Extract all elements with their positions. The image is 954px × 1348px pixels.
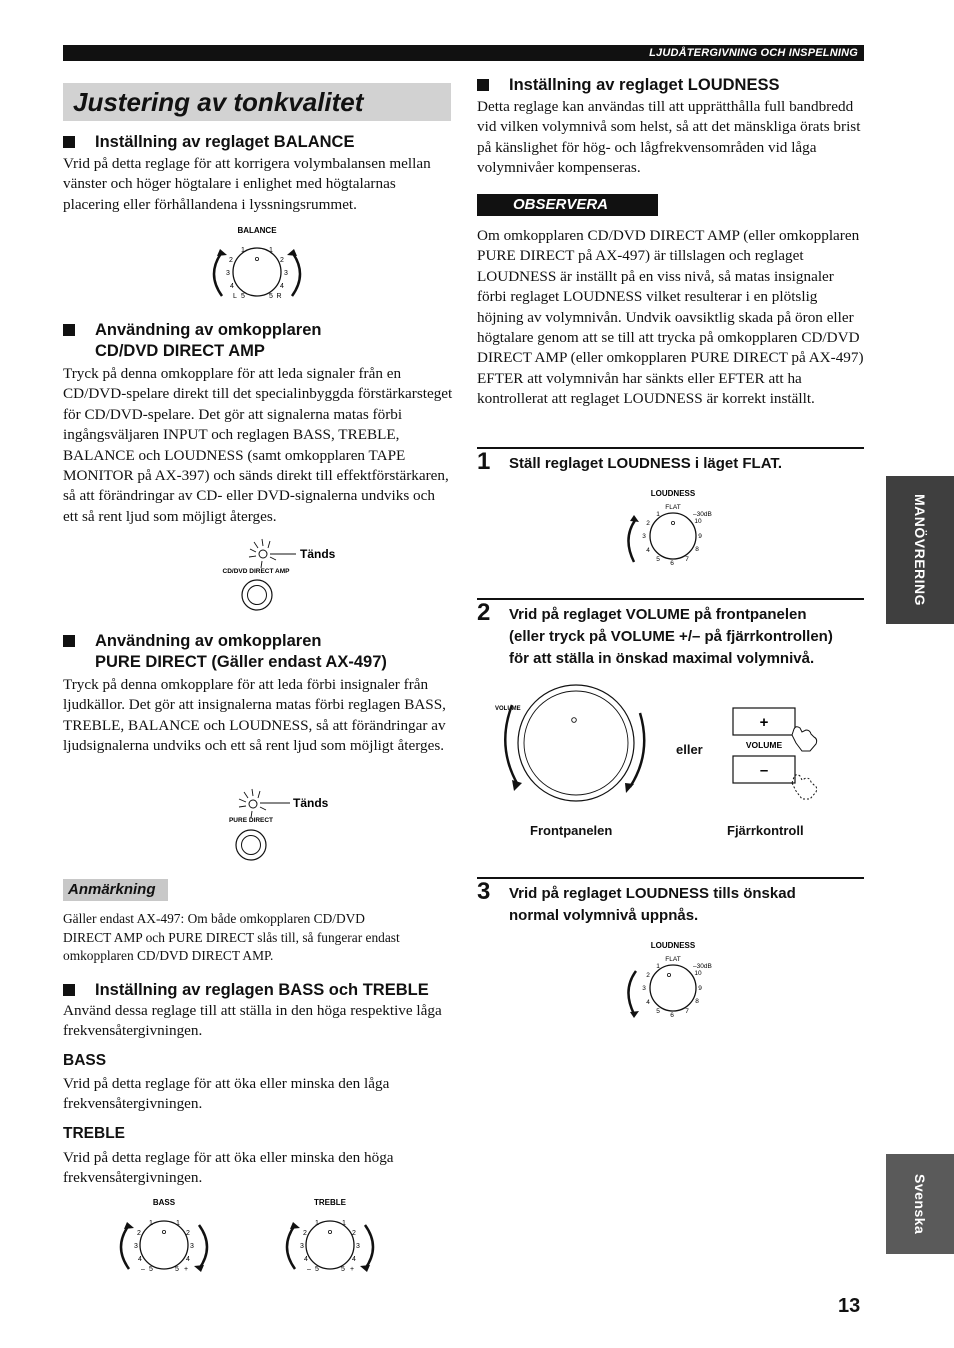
- step-3-text: Vrid på reglaget LOUDNESS tills önskad normal volymnivå uppnås.: [509, 885, 796, 924]
- svg-text:5: 5: [341, 1266, 345, 1273]
- step-divider: [477, 447, 864, 449]
- svg-text:6: 6: [670, 1012, 674, 1019]
- svg-text:3: 3: [134, 1243, 138, 1250]
- svg-text:4: 4: [304, 1256, 308, 1263]
- svg-text:2: 2: [229, 257, 233, 264]
- svg-text:1: 1: [176, 1220, 180, 1227]
- step-divider: [477, 598, 864, 600]
- balance-heading: Inställning av reglaget BALANCE: [63, 132, 453, 153]
- svg-text:6: 6: [670, 560, 674, 567]
- treble-knob-diagram: [273, 1193, 388, 1277]
- or-label: eller: [676, 742, 703, 757]
- remote-volume-diagram: [730, 705, 822, 803]
- svg-text:3: 3: [356, 1243, 360, 1250]
- remote-volume-label: VOLUME: [745, 740, 783, 750]
- treble-title: TREBLE: [63, 1125, 125, 1142]
- svg-text:2: 2: [186, 1230, 190, 1237]
- observera-label: OBSERVERA: [477, 194, 658, 216]
- svg-text:4: 4: [138, 1256, 142, 1263]
- svg-text:8: 8: [695, 998, 699, 1005]
- balance-text: Vrid på detta reglage för att korrigera volymbalansen mellan vänster och höger högtalare i enlighet med högtalarnas placering eller förhållandena i lyssningsrummet.: [63, 155, 431, 213]
- svg-text:9: 9: [698, 985, 702, 992]
- balance-knob-diagram: [200, 222, 315, 304]
- svg-text:3: 3: [284, 270, 288, 277]
- page-number: 13: [838, 1295, 861, 1317]
- svg-text:1: 1: [656, 963, 660, 970]
- svg-text:FLAT: FLAT: [665, 956, 681, 963]
- svg-text:2: 2: [303, 1230, 307, 1237]
- svg-text:–: –: [307, 1266, 311, 1273]
- cddirect-button-label: CD/DVD DIRECT AMP: [222, 568, 290, 575]
- bullet-square-icon: [63, 984, 75, 996]
- loudness-knob-label: LOUDNESS: [650, 941, 696, 950]
- svg-text:5: 5: [269, 293, 273, 300]
- note-text: Gäller endast AX-497: Om både omkopplaren CD/DVD DIRECT AMP och PURE DIRECT slås till, så fungerar endast omkopplaren CD/DVD DIRECT AMP.: [63, 911, 400, 963]
- treble-text: Vrid på detta reglage för att öka eller minska den höga frekvensåtergivningen.: [63, 1149, 394, 1187]
- loudness-knob-diagram-3: [618, 936, 728, 1022]
- svg-text:4: 4: [646, 547, 650, 554]
- bass-text: Vrid på detta reglage för att öka eller minska den låga frekvensåtergivningen.: [63, 1075, 390, 1113]
- svg-text:2: 2: [646, 972, 650, 979]
- section-header: LJUDÅTERGIVNING OCH INSPELNING: [63, 45, 864, 61]
- loudness-knob-diagram-1: [618, 484, 728, 570]
- side-tab-manovrering: MANÖVRERING: [886, 476, 954, 624]
- svg-text:2: 2: [280, 257, 284, 264]
- svg-text:3: 3: [190, 1243, 194, 1250]
- svg-text:4: 4: [352, 1256, 356, 1263]
- step-number: 2: [477, 599, 491, 626]
- svg-text:+: +: [349, 1266, 355, 1273]
- svg-text:3: 3: [642, 533, 646, 540]
- treble-knob-label: TREBLE: [314, 1198, 346, 1207]
- svg-text:–: –: [141, 1266, 145, 1273]
- svg-text:2: 2: [137, 1230, 141, 1237]
- svg-text:4: 4: [230, 283, 234, 290]
- step-2-text: Vrid på reglaget VOLUME på frontpanelen (eller tryck på VOLUME +/– på fjärrkontrollen) för att ställa in önskad maximal volymnivå.: [509, 606, 833, 667]
- svg-text:–30dB: –30dB: [693, 511, 712, 518]
- bass-title: BASS: [63, 1052, 107, 1069]
- step-divider: [477, 877, 864, 879]
- svg-text:10: 10: [694, 970, 702, 977]
- puredirect-heading: Användning av omkopplaren PURE DIRECT (Gäller endast AX-497): [63, 631, 453, 673]
- bass-ticks: [134, 1220, 194, 1273]
- svg-text:1: 1: [269, 247, 273, 254]
- bullet-square-icon: [477, 79, 489, 91]
- loudness-text: Detta reglage kan användas till att upprätthålla full bandbredd vid vilken volymnivå som helst, så att det mänskliga örats brist på känslighet för hög- och lågfrekvensområden vid låga volymnivåer kompenseras.: [477, 98, 861, 177]
- finger-icon: [792, 727, 817, 751]
- svg-text:2: 2: [352, 1230, 356, 1237]
- front-panel-caption: Frontpanelen: [530, 823, 613, 838]
- bass-knob-diagram: [107, 1193, 222, 1277]
- svg-text:2: 2: [646, 520, 650, 527]
- note-label: Anmärkning: [63, 879, 168, 901]
- svg-text:+: +: [183, 1266, 189, 1273]
- svg-text:5: 5: [241, 293, 245, 300]
- puredirect-button-diagram: [210, 782, 350, 864]
- puredirect-button-label: PURE DIRECT: [228, 817, 274, 824]
- bullet-square-icon: [63, 635, 75, 647]
- svg-text:5: 5: [656, 556, 660, 563]
- svg-text:FLAT: FLAT: [665, 504, 681, 511]
- volume-knob-diagram: [488, 683, 664, 803]
- svg-text:8: 8: [695, 546, 699, 553]
- loudness-heading: Inställning av reglaget LOUDNESS: [477, 75, 867, 96]
- svg-text:5: 5: [149, 1266, 153, 1273]
- page-title: Justering av tonkvalitet: [63, 83, 451, 121]
- cddirect-lamp-label: Tänds: [300, 547, 336, 561]
- bullet-square-icon: [63, 136, 75, 148]
- cddirect-button-diagram: [210, 532, 350, 614]
- svg-text:9: 9: [698, 533, 702, 540]
- svg-text:1: 1: [315, 1220, 319, 1227]
- step-number: 3: [477, 878, 491, 905]
- svg-text:5: 5: [315, 1266, 319, 1273]
- svg-text:5: 5: [656, 1008, 660, 1015]
- svg-text:7: 7: [685, 1008, 689, 1015]
- step-1-text: Ställ reglaget LOUDNESS i läget FLAT.: [509, 455, 783, 472]
- svg-text:10: 10: [694, 518, 702, 525]
- svg-text:4: 4: [646, 999, 650, 1006]
- remote-caption: Fjärrkontroll: [727, 823, 804, 838]
- svg-text:3: 3: [300, 1243, 304, 1250]
- svg-text:7: 7: [685, 556, 689, 563]
- loudness-knob-label: LOUDNESS: [650, 489, 696, 498]
- puredirect-text: Tryck på denna omkopplare för att leda förbi insignaler från ljudkällor. Det gör att insignalerna matas förbi reglagen BASS, TREBLE, BALANCE och LOUDNESS, så att förändringar av ljudsignalerna undviks och ett så rent ljud som möjligt återges.: [63, 676, 446, 755]
- svg-text:1: 1: [149, 1220, 153, 1227]
- bullet-square-icon: [63, 324, 75, 336]
- side-tab-svenska: Svenska: [886, 1154, 954, 1254]
- svg-text:1: 1: [656, 511, 660, 518]
- basstreble-heading: Inställning av reglagen BASS och TREBLE: [63, 980, 453, 1001]
- observera-text: Om omkopplaren CD/DVD DIRECT AMP (eller omkopplaren PURE DIRECT på AX-497) är tillslagen och reglaget LOUDNESS är inställt på en viss nivå, så matas insignaler förbi reglaget LOUDNESS vilket resulterar i en plötslig höjning av volymnivån. Undvik oavsiktlig skada på öron eller högtalare genom att se till att trycka på omkopplaren CD/DVD DIRECT AMP (eller omkopplaren PURE DIRECT på AX-497) EFTER att volymnivån har sänkts eller EFTER att ha kontrollerat att reglaget LOUDNESS är korrekt inställt.: [477, 227, 864, 408]
- balance-knob-label: BALANCE: [237, 226, 277, 235]
- svg-text:1: 1: [241, 247, 245, 254]
- puredirect-lamp-label: Tänds: [293, 796, 329, 810]
- cddirect-heading: Användning av omkopplaren CD/DVD DIRECT AMP: [63, 320, 453, 362]
- treble-ticks: [300, 1220, 360, 1273]
- svg-text:3: 3: [226, 270, 230, 277]
- svg-text:4: 4: [186, 1256, 190, 1263]
- svg-text:4: 4: [280, 283, 284, 290]
- svg-text:+: +: [759, 714, 769, 731]
- volume-knob-label: VOLUME: [495, 706, 521, 712]
- svg-text:3: 3: [642, 985, 646, 992]
- svg-text:1: 1: [342, 1220, 346, 1227]
- bass-knob-label: BASS: [152, 1198, 176, 1207]
- finger-icon: [792, 775, 817, 799]
- svg-text:R: R: [276, 293, 282, 300]
- svg-text:L: L: [233, 293, 237, 300]
- svg-text:–: –: [759, 762, 769, 779]
- svg-text:5: 5: [175, 1266, 179, 1273]
- step-number: 1: [477, 448, 491, 475]
- cddirect-text: Tryck på denna omkopplare för att leda signaler från en CD/DVD-spelare direkt till det specialinbyggda förstärkarsteget för CD/DVD-spelare. Det gör att signalerna matas förbi ingångsväljaren INPUT och reglagen BASS, TREBLE, BALANCE och LOUDNESS (samt omkopplaren TAPE MONITOR på AX-397) och sänds direkt till effektförstärkaren, så att förändringar av CD- eller DVD-signalerna undviks och ett så rent ljud som möjligt återges.: [63, 365, 453, 525]
- balance-ticks: [226, 247, 288, 300]
- basstreble-text: Använd dessa reglage till att ställa in den höga respektive låga frekvensåtergivningen.: [63, 1002, 442, 1040]
- svg-text:–30dB: –30dB: [693, 963, 712, 970]
